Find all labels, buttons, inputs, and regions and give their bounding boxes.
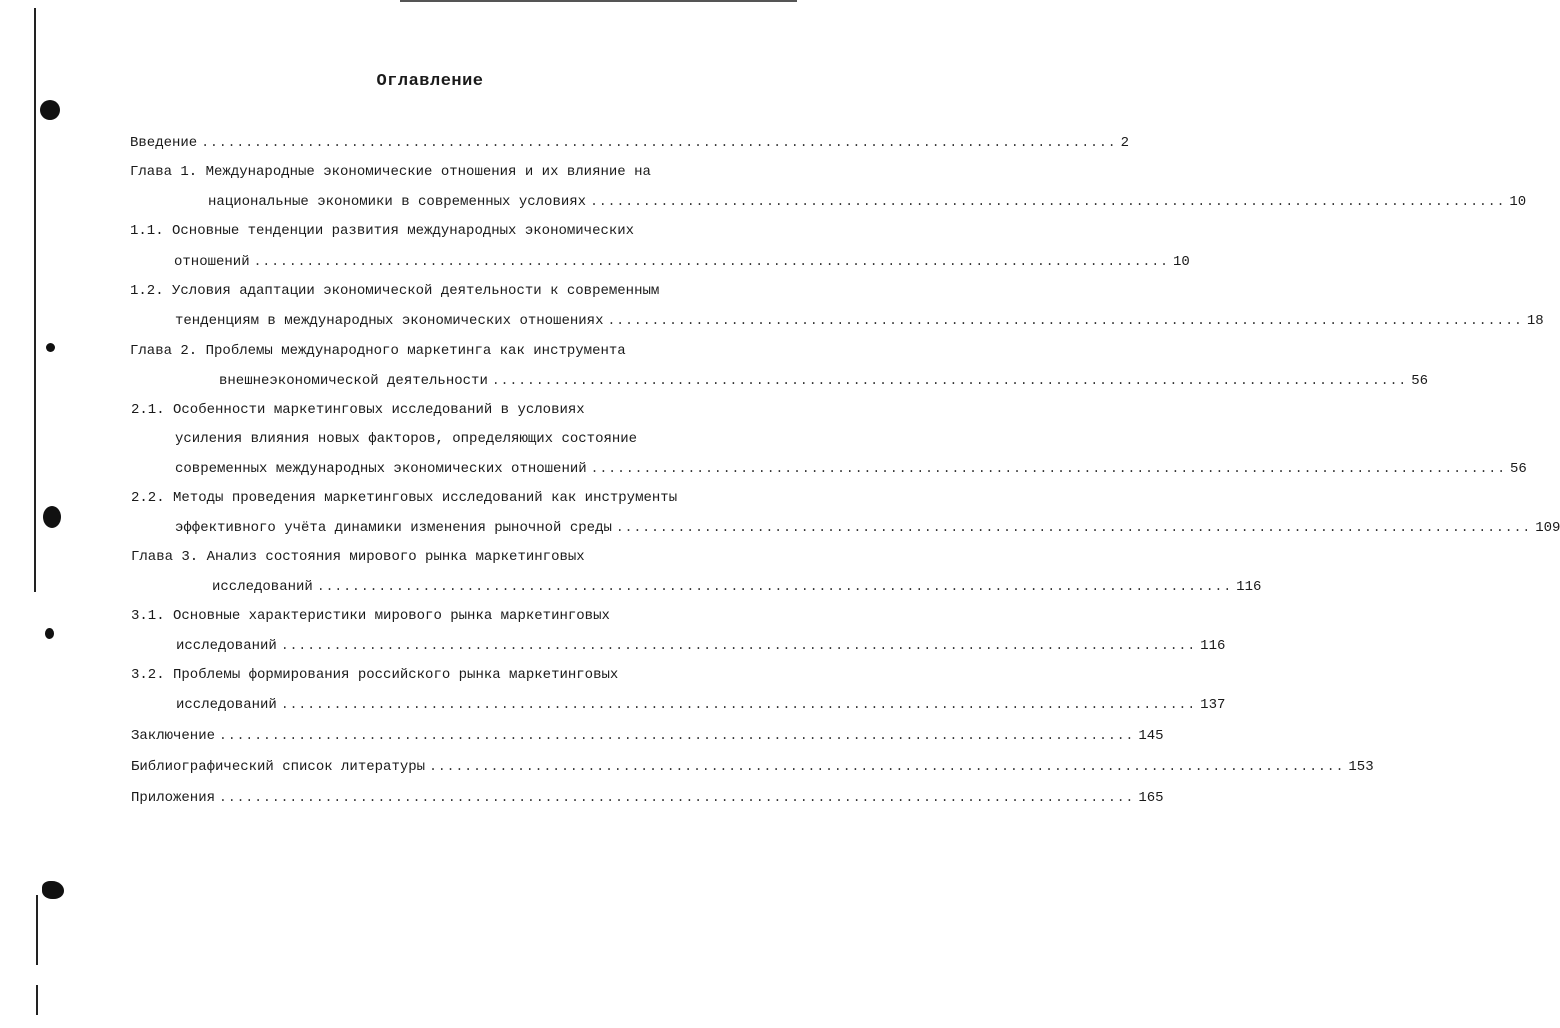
toc-entry-text: Приложения xyxy=(131,790,216,806)
dot-leader: ........................................................................................................ xyxy=(219,728,1135,743)
toc-entry xyxy=(130,163,651,181)
toc-entry-text: Глава 3. Анализ состояния мирового рынка маркетинговых xyxy=(131,549,585,565)
toc-entry xyxy=(131,758,1374,776)
dot-leader: ........................................................................................................ xyxy=(590,461,1507,476)
toc-entry xyxy=(130,134,1129,152)
dot-leader: ........................................................................................................ xyxy=(201,135,1117,150)
toc-entry-text: исследований xyxy=(176,638,277,654)
toc-entry-text: Глава 2. Проблемы международного маркетинга как инструмента xyxy=(130,343,626,359)
toc-entry-text: исследований xyxy=(176,697,277,713)
toc-page-number: 56 xyxy=(1510,461,1527,477)
toc-entry xyxy=(131,401,585,419)
toc-page-number: 137 xyxy=(1200,697,1226,713)
toc-page-number: 153 xyxy=(1348,759,1374,775)
toc-entry-continuation xyxy=(208,193,1527,211)
toc-entry-text: исследований xyxy=(212,579,313,595)
binding-edge-line xyxy=(34,8,36,592)
toc-page-number: 2 xyxy=(1120,135,1129,151)
punch-hole xyxy=(46,343,55,352)
toc-page-number: 116 xyxy=(1200,638,1226,654)
toc-entry-text: 3.1. Основные характеристики мирового рынка маркетинговых xyxy=(131,608,610,624)
toc-page-number: 165 xyxy=(1138,790,1164,806)
dot-leader: ........................................................................................................ xyxy=(280,697,1197,712)
toc-page-number: 10 xyxy=(1509,194,1527,210)
toc-entry-text: национальные экономики в современных условиях xyxy=(208,194,587,210)
toc-entry xyxy=(131,727,1164,745)
toc-entry-text: Заключение xyxy=(131,728,216,744)
toc-page-number: 116 xyxy=(1236,579,1262,595)
toc-entry-continuation xyxy=(175,519,1560,537)
toc-entry xyxy=(131,548,585,566)
punch-hole xyxy=(43,506,61,528)
toc-entry-text: Глава 1. Международные экономические отношения и их влияние на xyxy=(130,164,651,180)
toc-entry-continuation xyxy=(175,430,637,448)
toc-page-number: 18 xyxy=(1526,313,1544,329)
toc-entry-text: 1.1. Основные тенденции развития международных экономических xyxy=(130,223,635,239)
toc-entry-continuation xyxy=(175,312,1544,330)
toc-entry-text: усиления влияния новых факторов, определяющих состояние xyxy=(175,431,638,447)
toc-entry xyxy=(130,342,626,360)
toc-entry-continuation xyxy=(212,578,1262,596)
toc-entry xyxy=(131,789,1164,807)
toc-entry xyxy=(130,282,659,300)
toc-page-number: 10 xyxy=(1172,254,1190,270)
toc-page-number: 56 xyxy=(1411,373,1428,389)
toc-page-number: 109 xyxy=(1535,520,1560,536)
top-edge-rule xyxy=(400,0,797,2)
toc-entry xyxy=(131,607,610,625)
toc-entry xyxy=(131,666,618,684)
dot-leader: ........................................................................................................ xyxy=(316,579,1233,594)
page-title: Оглавление xyxy=(376,72,484,91)
dot-leader: ........................................................................................................ xyxy=(280,638,1197,653)
dot-leader: ........................................................................................................ xyxy=(607,313,1523,328)
dot-leader: ........................................................................................................ xyxy=(219,790,1135,805)
dot-leader: ........................................................................................................ xyxy=(590,194,1506,209)
dot-leader: ........................................................................................................ xyxy=(491,373,1408,388)
binding-edge-fragment xyxy=(36,985,38,1015)
punch-hole xyxy=(45,628,54,639)
dot-leader: ........................................................................................................ xyxy=(615,520,1532,535)
toc-entry-text: современных международных экономических отношений xyxy=(175,461,587,477)
toc-entry-text: 2.1. Особенности маркетинговых исследований в условиях xyxy=(131,402,585,418)
toc-entry-text: внешнеэкономической деятельности xyxy=(219,373,488,389)
toc-entry-text: эффективного учёта динамики изменения рыночной среды xyxy=(175,520,612,536)
punch-hole xyxy=(40,100,60,120)
dot-leader: ........................................................................................................ xyxy=(253,254,1169,269)
toc-entry-continuation xyxy=(176,637,1226,655)
toc-entry-continuation xyxy=(219,372,1428,390)
toc-entry-text: 1.2. Условия адаптации экономической деятельности к современным xyxy=(130,283,660,299)
toc-page-number: 145 xyxy=(1138,728,1164,744)
toc-entry-text: 2.2. Методы проведения маркетинговых исследований как инструменты xyxy=(131,490,678,506)
toc-entry-text: 3.2. Проблемы формирования российского рынка маркетинговых xyxy=(131,667,619,683)
toc-entry-text: отношений xyxy=(174,254,250,270)
punch-hole xyxy=(42,881,64,899)
binding-edge-line-lower xyxy=(36,895,38,965)
toc-entry xyxy=(130,222,634,240)
toc-entry-text: Введение xyxy=(130,135,198,151)
toc-entry-text: тенденциям в международных экономических отношениях xyxy=(175,313,604,329)
toc-entry-text: Библиографический список литературы xyxy=(131,759,426,775)
dot-leader: ........................................................................................................ xyxy=(429,759,1345,774)
toc-entry xyxy=(131,489,677,507)
toc-entry-continuation xyxy=(174,253,1190,271)
toc-entry-continuation xyxy=(175,460,1527,478)
toc-entry-continuation xyxy=(176,696,1226,714)
